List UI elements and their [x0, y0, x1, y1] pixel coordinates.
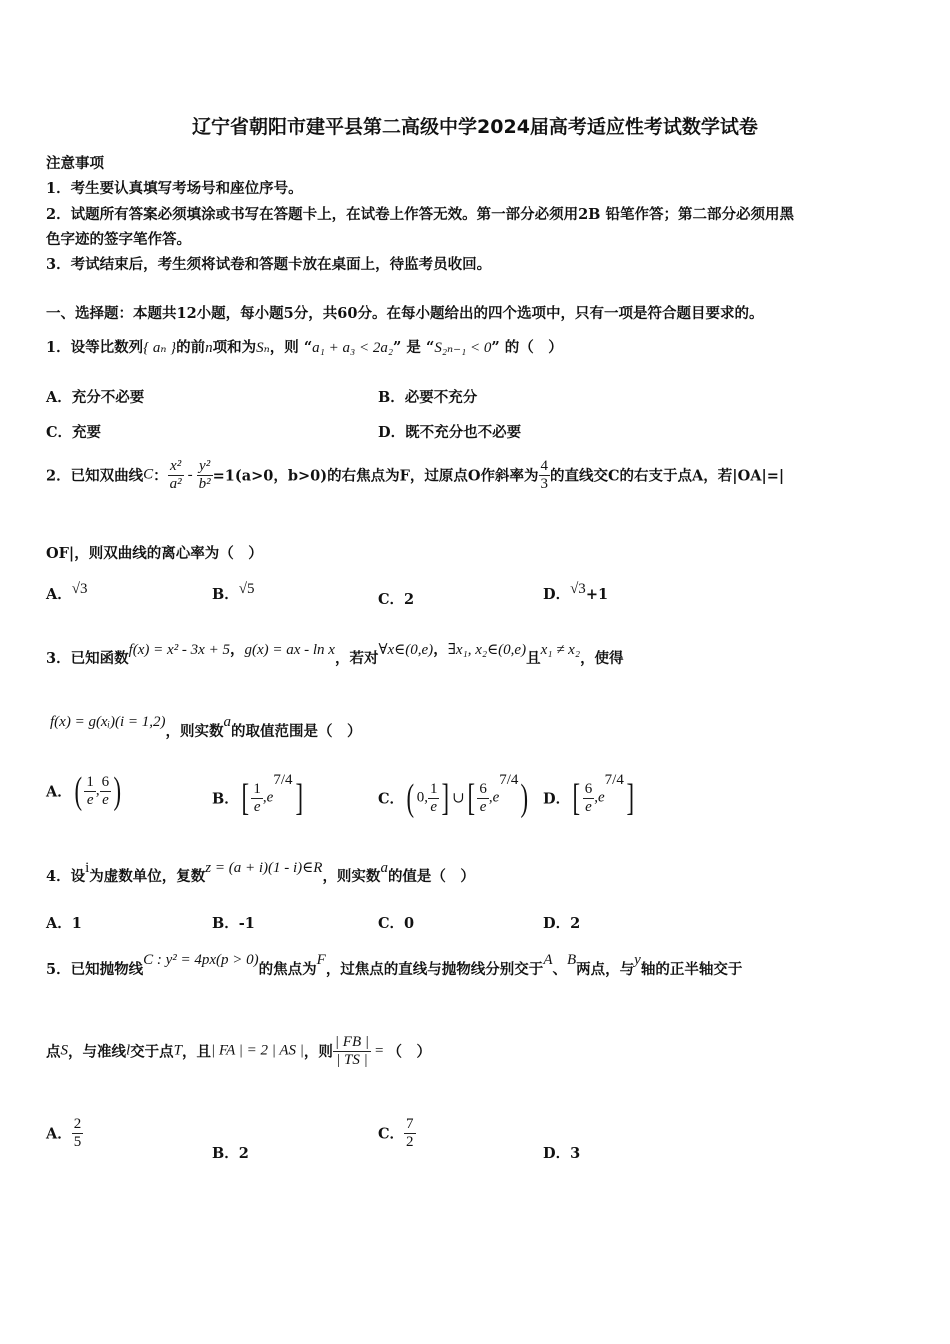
sequence-symbol: { aₙ } [143, 340, 177, 356]
q4-option-a: A．1 [46, 915, 82, 932]
q2-option-a: A．√3 [46, 581, 88, 603]
q3-option-a: A．( $\frac{1}{e}$ , $\frac{6}{e}$ ) [46, 770, 122, 812]
notice-item-1: 1．考生要认真填写考场号和座位序号。 [46, 180, 303, 197]
q3-option-d: D．[ $\frac{6}{e}$ $,e^{7/4}$] [543, 772, 634, 819]
notice-heading: 注意事项 [46, 155, 104, 172]
notice-item-2-cont: 色字迹的签字笔作答。 [46, 231, 191, 248]
question-3-line2: f(x) = g(xᵢ)(i = 1,2)，则实数a的取值范围是（ ） [50, 714, 362, 740]
question-5: 5．已知抛物线C : y² = 4px(p > 0)的焦点为F，过焦点的直线与抛物线分别交于A、B两点，与y轴的正半轴交于 [46, 952, 743, 978]
q4-option-c: C．0 [378, 915, 415, 932]
q5-option-a: A． $\frac{2}{5}$ [46, 1116, 82, 1150]
q3-option-c: C．( 0, $\frac{1}{e}$ ] ∪[ $\frac{6}{e}$ $,e^{7/4}$) [378, 772, 529, 819]
notice-item-3: 3．考试结束后，考生须将试卷和答题卡放在桌面上，待监考员收回。 [46, 256, 492, 273]
question-3: 3．已知函数f(x) = x² - 3x + 5，g(x) = ax - ln x，若对∀x∈(0,e)，∃x₁, x₂∈(0,e)且x₁ ≠ x₂，使得 [46, 641, 624, 667]
q4-option-d: D．2 [543, 915, 581, 932]
q3-option-b: B．[ $\frac{1}{e}$ $,e^{7/4}$] [212, 772, 303, 819]
question-5-line2: 点S，与准线l交于点T，且| FA | = 2 | AS |，则 $\frac{| FB |}{| TS |}$ = （ ） [46, 1034, 431, 1068]
q2-option-c: C．2 [378, 591, 415, 608]
question-4: 4．设i为虚数单位，复数z = (a + i)(1 - i)∈R，则实数a的值是（ ） [46, 860, 475, 885]
q2-option-d: D．√3+1 [543, 581, 609, 603]
fraction-x2-a2: $\frac{\text{x²}}{\text{a²}}$ [169, 458, 182, 492]
q2-option-b: B．√5 [212, 581, 255, 603]
question-2: 2．已知双曲线C： $\frac{\text{x²}}{\text{a²}}$ - $\frac{\text{y²}}{\text{b²}}$ =1(a>0，b>0)的右焦点为F，过原点O作斜率为 $\frac{4}{3}$ 的直线交C的右支于点A，若|OA|=| [46, 458, 785, 492]
fraction-slope: $\frac{4}{3}$ [540, 458, 549, 492]
q1-option-b: B．必要不充分 [378, 389, 478, 406]
notice-item-2: 2．试题所有答案必须填涂或书写在答题卡上，在试卷上作答无效。第一部分必须用2B 铅笔作答；第二部分必须用黑 [46, 206, 794, 223]
q1-option-a: A．充分不必要 [46, 389, 145, 406]
q5-option-c: C． $\frac{7}{2}$ [378, 1116, 414, 1150]
q5-option-b: B．2 [212, 1145, 249, 1162]
page-title: 辽宁省朝阳市建平县第二高级中学2024届高考适应性考试数学试卷 [192, 116, 758, 138]
q5-option-d: D．3 [543, 1145, 581, 1162]
question-2-line2: OF|，则双曲线的离心率为（ ） [46, 545, 263, 562]
section-heading: 一、选择题：本题共12小题，每小题5分，共60分。在每小题给出的四个选项中，只有一项是符合题目要求的。 [46, 305, 764, 322]
q4-option-b: B．-1 [212, 915, 255, 932]
q1-option-d: D．既不充分也不必要 [378, 424, 522, 441]
fraction-fb-ts: $\frac{| FB |}{| TS |}$ [334, 1034, 369, 1068]
fraction-y2-b2: $\frac{\text{y²}}{\text{b²}}$ [198, 458, 211, 492]
q1-option-c: C．充要 [46, 424, 102, 441]
question-1: 1．设等比数列{ aₙ }的前n项和为Sₙ，则 “a₁ + a₃ < 2a₂” 是 “S₂ₙ₋₁ < 0” 的（ ） [46, 339, 563, 356]
